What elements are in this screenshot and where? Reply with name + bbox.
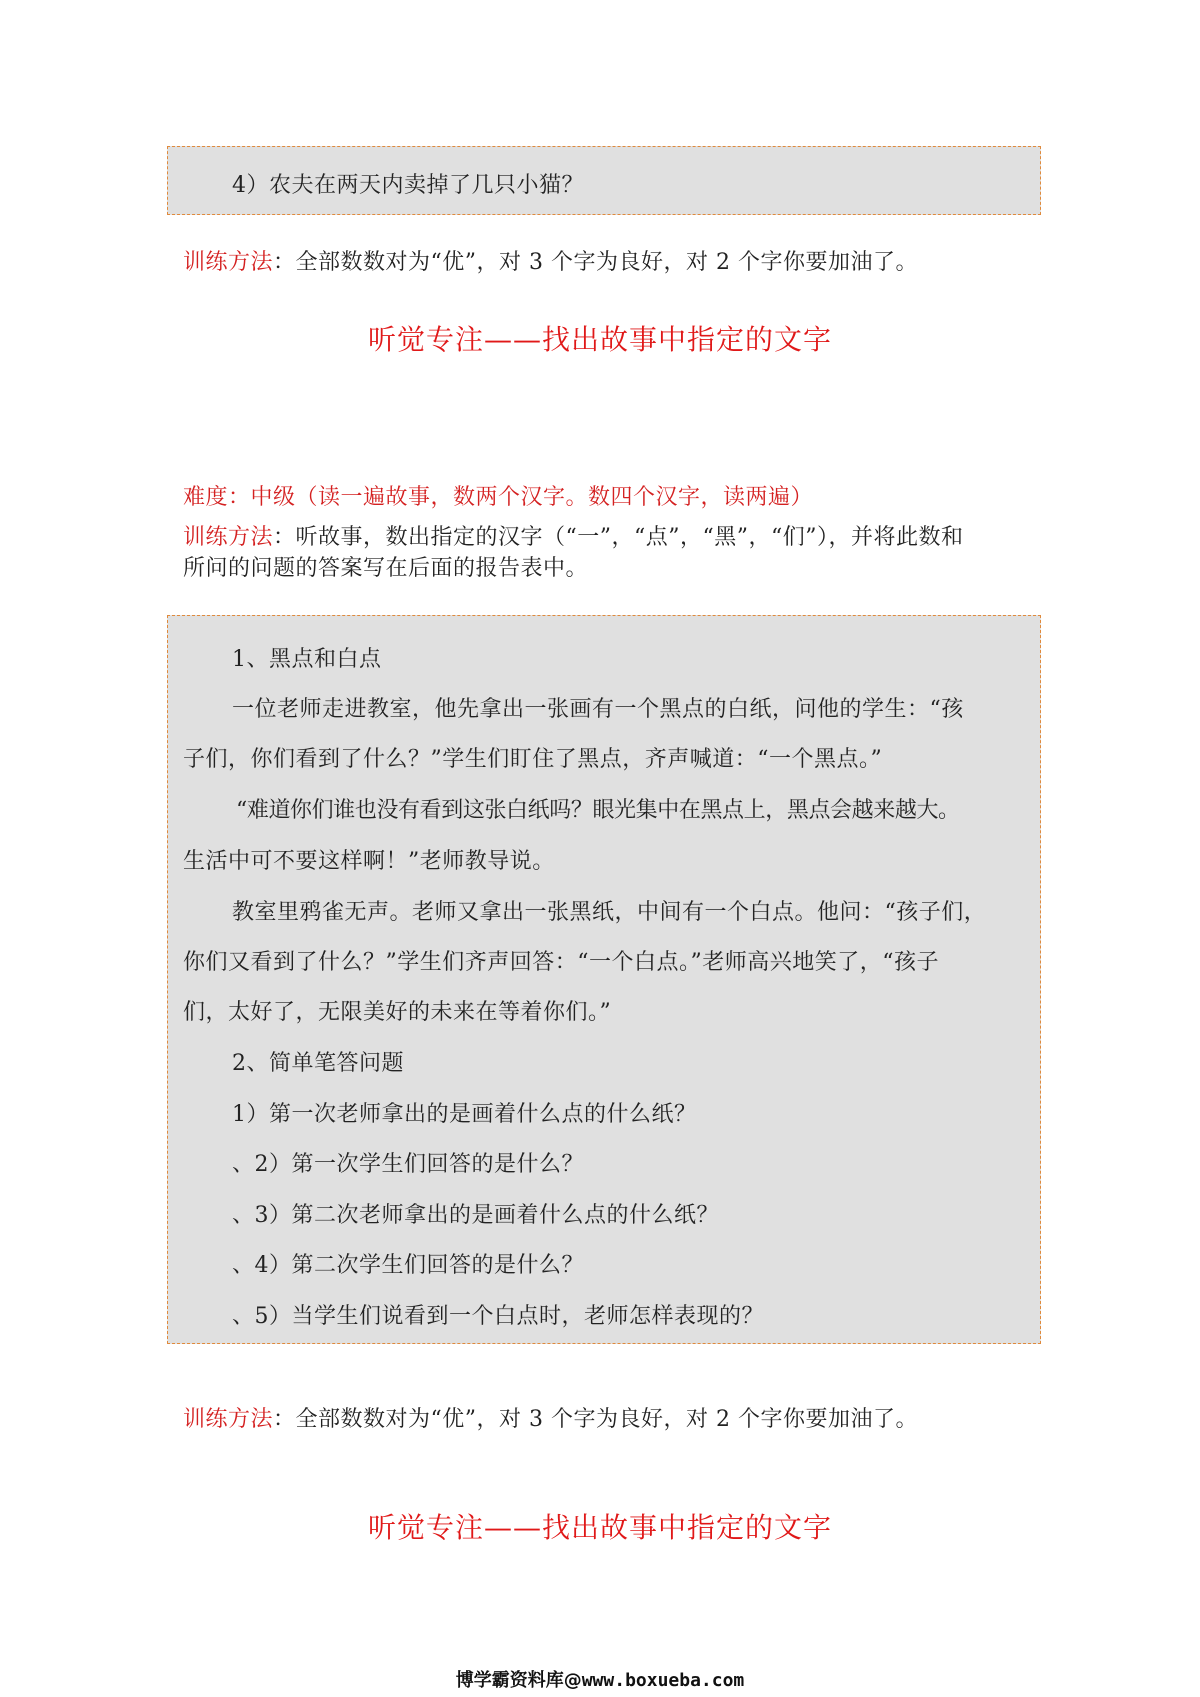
question-item: 、2）第一次学生们回答的是什么？: [232, 1152, 584, 1177]
footer-site: 博学霸资料库@: [455, 1670, 582, 1691]
training-method-label: 训练方法: [183, 250, 274, 275]
question-item: 1）第一次老师拿出的是画着什么点的什么纸？: [232, 1102, 697, 1127]
question-4: 4）农夫在两天内卖掉了几只小猫？: [232, 173, 584, 198]
story-line: 们，太好了，无限美好的未来在等着你们。”: [183, 1000, 612, 1025]
questions-heading: 2、简单笔答问题: [232, 1051, 404, 1076]
section-title: 听觉专注——找出故事中指定的文字: [367, 323, 832, 356]
training-method-label: 训练方法: [183, 1407, 274, 1432]
footer-url: www.boxueba.com: [581, 1670, 745, 1691]
story-box: [167, 615, 1041, 1344]
footer-watermark: [0, 1666, 1200, 1692]
training-method-text: ：听故事，数出指定的汉字（“一”，“点”，“黑”，“们”），并将此数和: [273, 525, 964, 550]
story-heading: 1、黑点和白点: [232, 647, 382, 672]
story-line: 一位老师走进教室，他先拿出一张画有一个黑点的白纸，问他的学生：“孩: [232, 697, 964, 722]
story-line: 你们又看到了什么？”学生们齐声回答：“一个白点。”老师高兴地笑了，“孩子: [183, 950, 939, 975]
training-method-2-cont: 所问的问题的答案写在后面的报告表中。: [183, 556, 589, 581]
training-method-label: 训练方法: [183, 525, 274, 550]
training-method-text: ：全部数数对为“优”，对 3 个字为良好，对 2 个字你要加油了。: [273, 1407, 918, 1432]
training-method-text: ：全部数数对为“优”，对 3 个字为良好，对 2 个字你要加油了。: [273, 250, 918, 275]
story-line: 教室里鸦雀无声。老师又拿出一张黑纸，中间有一个白点。他问：“孩子们，: [232, 900, 987, 925]
training-method-2: [183, 527, 964, 549]
question-item: 、3）第二次老师拿出的是画着什么点的什么纸？: [232, 1203, 719, 1228]
question-item: 、5）当学生们说看到一个白点时，老师怎样表现的？: [232, 1304, 764, 1329]
training-method-1: [183, 252, 918, 274]
story-line: 子们，你们看到了什么？”学生们盯住了黑点，齐声喊道：“一个黑点。”: [183, 747, 883, 772]
training-method-3: [183, 1409, 918, 1431]
difficulty-line: 难度：中级（读一遍故事，数两个汉字。数四个汉字，读两遍）: [183, 485, 814, 510]
story-line: “难道你们谁也没有看到这张白纸吗？眼光集中在黑点上，黑点会越来越大。: [236, 798, 960, 823]
section-title: 听觉专注——找出故事中指定的文字: [367, 1511, 832, 1544]
question-item: 、4）第二次学生们回答的是什么？: [232, 1253, 584, 1278]
story-line: 生活中可不要这样啊！”老师教导说。: [183, 849, 555, 874]
